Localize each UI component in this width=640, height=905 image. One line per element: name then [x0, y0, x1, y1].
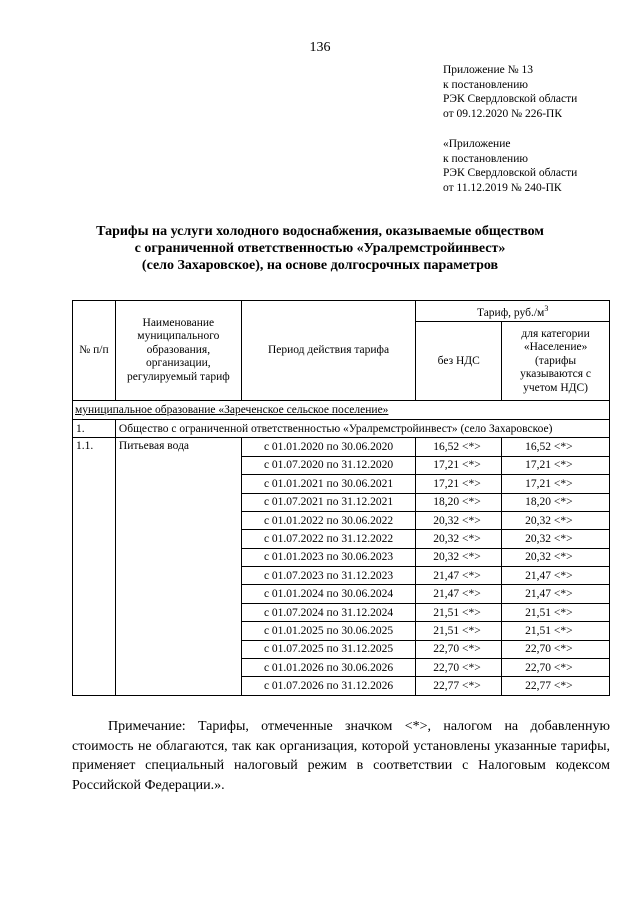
- municipality-row: муниципальное образование «Зареченское сельское поселение»: [73, 401, 610, 420]
- tariff-without-vat: 20,32 <*>: [416, 511, 502, 529]
- tariff-period: с 01.07.2022 по 31.12.2022: [241, 530, 416, 548]
- document-title: [60, 223, 580, 274]
- tariff-population: 20,32 <*>: [502, 530, 610, 548]
- tariff-population: 21,47 <*>: [502, 567, 610, 585]
- header-tariff-unit-sup: 3: [544, 304, 549, 313]
- tariff-without-vat: 22,70 <*>: [416, 659, 502, 677]
- tariff-without-vat: 21,51 <*>: [416, 603, 502, 621]
- appendix-current: [443, 63, 577, 121]
- tariff-period: с 01.07.2025 по 31.12.2025: [241, 640, 416, 658]
- header-num: № п/п: [73, 301, 116, 401]
- tariff-period: с 01.07.2026 по 31.12.2026: [241, 677, 416, 695]
- appendix-line: от 11.12.2019 № 240-ПК: [443, 181, 562, 194]
- tariff-population: 22,70 <*>: [502, 640, 610, 658]
- header-name: Наименование муниципального образования, организации, регулируемый тариф: [115, 301, 241, 401]
- appendix-line: к постановлению: [443, 152, 528, 165]
- tariff-without-vat: 22,70 <*>: [416, 640, 502, 658]
- appendix-line: РЭК Свердловской области: [443, 167, 578, 180]
- tariff-period: с 01.07.2020 по 31.12.2020: [241, 456, 416, 474]
- tariff-period: с 01.01.2023 по 30.06.2023: [241, 548, 416, 566]
- tariff-without-vat: 21,47 <*>: [416, 585, 502, 603]
- tariff-population: 22,77 <*>: [502, 677, 610, 695]
- note: [72, 717, 610, 795]
- item-name: Питьевая вода: [115, 438, 241, 695]
- header-tariff-unit: Тариф, руб./м: [476, 306, 545, 319]
- tariff-period: с 01.01.2020 по 30.06.2020: [241, 438, 416, 456]
- tariff-without-vat: 21,51 <*>: [416, 622, 502, 640]
- appendix-line: от 09.12.2020 № 226-ПК: [443, 107, 563, 120]
- tariff-without-vat: 22,77 <*>: [416, 677, 502, 695]
- appendix-line: РЭК Свердловской области: [443, 93, 578, 106]
- table-row: [73, 438, 610, 456]
- tariff-without-vat: 20,32 <*>: [416, 548, 502, 566]
- tariff-period: с 01.07.2024 по 31.12.2024: [241, 603, 416, 621]
- tariff-period: с 01.01.2022 по 30.06.2022: [241, 511, 416, 529]
- page-number: 136: [309, 40, 331, 55]
- appendix-line: к постановлению: [443, 78, 528, 91]
- tariff-population: 17,21 <*>: [502, 475, 610, 493]
- title-line: Тарифы на услуги холодного водоснабжения, оказываемые обществом: [96, 224, 544, 239]
- appendix-line: Приложение № 13: [443, 64, 533, 76]
- tariff-population: 21,51 <*>: [502, 622, 610, 640]
- note-text: Примечание: Тарифы, отмеченные значком <*>, налогом на добавленную стоимость не облагаются, так как организация, которой установлены указанные тарифы, применяет специальный налоговый режим в соответствии с Налоговым кодексом Российской Федерации.».: [72, 719, 610, 793]
- tariff-without-vat: 18,20 <*>: [416, 493, 502, 511]
- org-name: Общество с ограниченной ответственностью «Уралремстройинвест» (село Захаровское): [115, 420, 609, 438]
- tariff-without-vat: 17,21 <*>: [416, 456, 502, 474]
- tariff-period: с 01.07.2021 по 31.12.2021: [241, 493, 416, 511]
- tariff-population: 18,20 <*>: [502, 493, 610, 511]
- header-without-vat: без НДС: [416, 322, 502, 401]
- tariff-population: 21,51 <*>: [502, 603, 610, 621]
- tariff-without-vat: 16,52 <*>: [416, 438, 502, 456]
- header-tariff: [416, 301, 610, 322]
- tariff-period: с 01.01.2025 по 30.06.2025: [241, 622, 416, 640]
- title-line: с ограниченной ответственностью «Уралремстройинвест»: [134, 241, 506, 256]
- tariff-period: с 01.01.2026 по 30.06.2026: [241, 659, 416, 677]
- appendix-line: «Приложение: [443, 138, 511, 150]
- tariff-without-vat: 20,32 <*>: [416, 530, 502, 548]
- tariff-period: с 01.01.2024 по 30.06.2024: [241, 585, 416, 603]
- tariff-without-vat: 21,47 <*>: [416, 567, 502, 585]
- tariff-population: 20,32 <*>: [502, 548, 610, 566]
- tariff-population: 16,52 <*>: [502, 438, 610, 456]
- header-population: для категории «Население» (тарифы указываются с учетом НДС): [502, 322, 610, 401]
- tariff-table: [72, 300, 610, 696]
- tariff-period: с 01.01.2021 по 30.06.2021: [241, 475, 416, 493]
- tariff-period: с 01.07.2023 по 31.12.2023: [241, 567, 416, 585]
- header-period: Период действия тарифа: [241, 301, 416, 401]
- item-num: 1.1.: [73, 438, 116, 695]
- tariff-population: 22,70 <*>: [502, 659, 610, 677]
- appendix-previous: [443, 137, 577, 195]
- title-line: (село Захаровское), на основе долгосрочных параметров: [141, 258, 499, 273]
- tariff-population: 20,32 <*>: [502, 511, 610, 529]
- tariff-population: 17,21 <*>: [502, 456, 610, 474]
- tariff-population: 21,47 <*>: [502, 585, 610, 603]
- org-num: 1.: [73, 420, 116, 438]
- tariff-without-vat: 17,21 <*>: [416, 475, 502, 493]
